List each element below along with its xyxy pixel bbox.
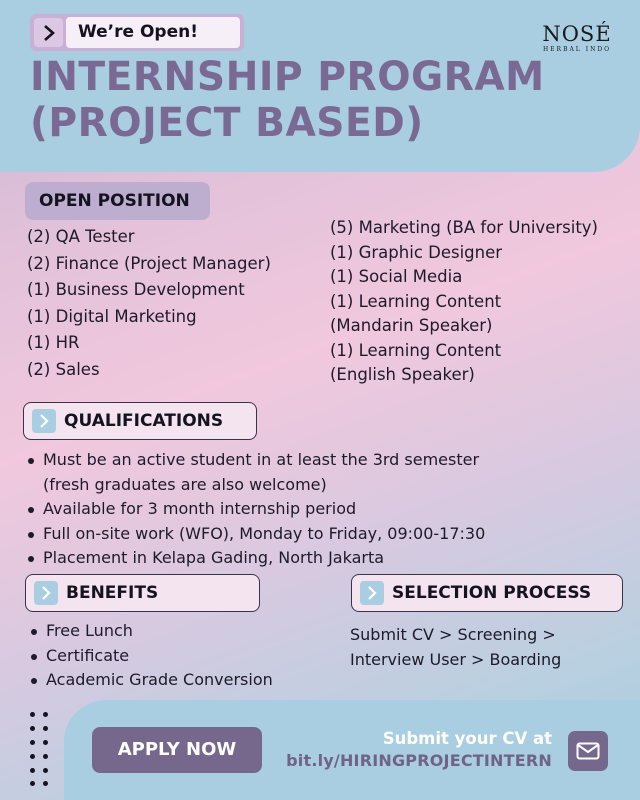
mail-icon: [576, 742, 600, 760]
benefits-heading: [25, 574, 260, 612]
selection-process-heading: [351, 574, 623, 612]
benefits-heading-label: BENEFITS: [66, 583, 159, 603]
list-item: (2) Sales: [27, 359, 100, 379]
list-item-continuation: (fresh graduates are also welcome): [43, 474, 327, 494]
dots-decoration: [30, 712, 52, 786]
list-item: Academic Grade Conversion: [30, 668, 330, 693]
list-item: Free Lunch: [30, 619, 330, 644]
list-item: Placement in Kelapa Gading, North Jakarta: [27, 546, 627, 571]
submit-cv-label: Submit your CV at: [382, 729, 552, 748]
chevron-right-icon: [34, 581, 58, 605]
selection-line-2: Interview User > Boarding: [350, 650, 562, 669]
selection-line-1: Submit CV > Screening >: [350, 625, 556, 644]
qualifications-heading: [23, 402, 257, 440]
submit-cv-link[interactable]: bit.ly/HIRINGPROJECTINTERN: [286, 751, 552, 770]
open-badge-label: We’re Open!: [66, 17, 240, 48]
chevron-right-icon: [360, 581, 384, 605]
logo-name: NOSÉ: [542, 22, 612, 46]
list-item: (2) Finance (Project Manager): [27, 253, 271, 273]
list-item: (1) Digital Marketing: [27, 306, 197, 326]
chevron-right-icon: [34, 18, 63, 47]
list-item: (1) HR: [27, 333, 80, 352]
benefits-list: [30, 619, 330, 693]
list-item: (5) Marketing (BA for University): [330, 218, 598, 237]
apply-now-button[interactable]: APPLY NOW: [92, 727, 262, 773]
selection-process-heading-label: SELECTION PROCESS: [392, 583, 592, 603]
list-item: Full on-site work (WFO), Monday to Friday, 09:00-17:30: [27, 522, 627, 547]
submit-cv-text: [268, 728, 552, 772]
qualifications-list: [27, 448, 627, 571]
list-item: Must be an active student in at least the 3rd semester: [27, 448, 627, 473]
list-item: (1) Graphic Designer: [330, 242, 503, 262]
list-item: (1) Social Media: [330, 267, 463, 286]
open-position-heading: OPEN POSITION: [25, 182, 210, 220]
qualifications-heading-label: QUALIFICATIONS: [64, 411, 224, 431]
list-item: Available for 3 month internship period: [27, 497, 627, 522]
chevron-right-icon: [32, 409, 56, 433]
company-logo: [537, 22, 617, 54]
positions-list-right: [330, 216, 630, 388]
page-title: [30, 54, 579, 146]
logo-sub: HERBAL INDO: [542, 46, 612, 53]
list-item: (English Speaker): [330, 365, 475, 384]
list-item: (1) Business Development: [27, 280, 245, 299]
mail-button[interactable]: [568, 731, 608, 771]
selection-process-text: [350, 622, 620, 672]
list-item: (1) Learning Content: [330, 291, 502, 311]
list-item: (Mandarin Speaker): [330, 316, 493, 335]
positions-list-left: [27, 224, 327, 383]
list-item: Certificate: [30, 644, 330, 669]
open-badge: [30, 14, 244, 51]
list-item: (2) QA Tester: [27, 227, 135, 246]
title-line-2: (PROJECT BASED): [30, 100, 424, 146]
title-line-1: INTERNSHIP PROGRAM: [30, 54, 545, 100]
list-item: (1) Learning Content: [330, 340, 502, 360]
